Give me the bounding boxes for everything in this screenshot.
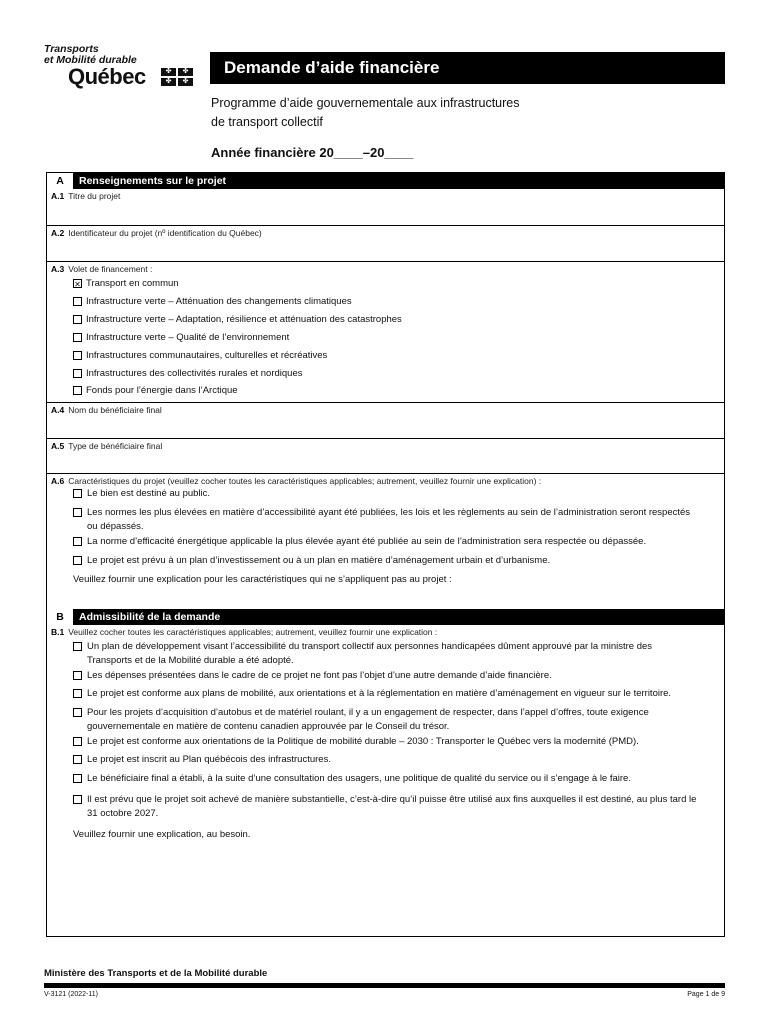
checkbox-option[interactable] xyxy=(73,487,703,501)
option-label: Fonds pour l’énergie dans l’Arctique xyxy=(86,385,238,396)
section-b-title: Admissibilité de la demande xyxy=(79,611,221,623)
logo-line3: Québec xyxy=(68,64,146,89)
field-a6 xyxy=(47,473,724,607)
checkbox-option[interactable] xyxy=(73,793,703,821)
option-label: Il est prévu que le projet soit achevé de manière substantielle, c’est-à-dire qu’il puisse être utilisé aux fins auxquelles il est destiné, au plus tard le 31 octobre 2027. xyxy=(87,794,697,819)
form-code: V-3121 (2022-11) xyxy=(44,991,98,998)
checkbox-option[interactable] xyxy=(73,331,289,345)
a6-num: A.6 xyxy=(51,476,65,486)
checkbox-option[interactable] xyxy=(73,535,713,549)
checkbox-icon[interactable] xyxy=(73,556,82,565)
subtitle-line2: de transport collectif xyxy=(211,115,323,129)
option-label: Le bénéficiaire final a établi, à la suite d’une consultation des usagers, une politique de qualité du service ou il s’engage à le faire. xyxy=(87,773,631,784)
checkbox-icon[interactable] xyxy=(73,755,82,764)
option-label: Le projet est prévu à un plan d’investissement ou à un plan en matière d’aménagement urbain et d’urbanisme. xyxy=(87,555,551,566)
checkbox-icon[interactable] xyxy=(73,642,82,651)
section-b-header xyxy=(47,609,724,625)
fleurdelise-icon: ✤ ✤ ✤ ✤ xyxy=(161,68,195,86)
checkbox-option[interactable] xyxy=(73,687,713,701)
checkbox-option[interactable] xyxy=(73,706,683,734)
checkbox-option[interactable] xyxy=(73,554,713,568)
a4-num: A.4 xyxy=(51,405,65,415)
form-subtitle xyxy=(211,94,631,132)
subtitle-line1: Programme d’aide gouvernementale aux infrastructures xyxy=(211,96,520,110)
a1-label: Titre du projet xyxy=(68,191,121,201)
a6-explain-label: Veuillez fournir une explication pour les caractéristiques qui ne s’appliquent pas au projet : xyxy=(73,574,452,585)
checkbox-icon[interactable] xyxy=(73,333,82,342)
checkbox-icon[interactable] xyxy=(73,537,82,546)
checkbox-icon[interactable] xyxy=(73,489,82,498)
a2-label: Identificateur du projet (nº identification du Québec) xyxy=(68,228,262,238)
checkbox-checked-icon[interactable]: ✕ xyxy=(74,280,81,289)
checkbox-icon[interactable] xyxy=(73,508,82,517)
field-a1[interactable] xyxy=(47,189,724,225)
checkbox-icon[interactable] xyxy=(73,369,82,378)
checkbox-icon[interactable] xyxy=(73,737,82,746)
a5-label: Type de bénéficiaire final xyxy=(68,441,163,451)
checkbox-option[interactable] xyxy=(73,753,713,767)
option-label: Infrastructure verte – Atténuation des changements climatiques xyxy=(86,296,352,307)
checkbox-option[interactable] xyxy=(73,735,713,749)
field-a3 xyxy=(47,261,724,402)
b1-explain-label: Veuillez fournir une explication, au besoin. xyxy=(73,829,251,840)
field-b1 xyxy=(47,625,724,937)
b1-num: B.1 xyxy=(51,627,65,637)
option-label: Infrastructure verte – Qualité de l’environnement xyxy=(86,332,290,343)
section-a-header xyxy=(47,173,724,189)
form-title: Demande d’aide financière xyxy=(210,52,725,84)
option-label: Les dépenses présentées dans le cadre de ce projet ne font pas l’objet d’une autre demande d’aide financière. xyxy=(87,670,552,681)
checkbox-option[interactable] xyxy=(73,313,402,327)
checkbox-option[interactable] xyxy=(73,640,693,668)
field-a4[interactable] xyxy=(47,402,724,438)
section-b-letter: B xyxy=(47,609,74,625)
checkbox-icon[interactable] xyxy=(73,708,82,717)
logo-line2: et Mobilité durable xyxy=(44,54,137,66)
a1-num: A.1 xyxy=(51,191,65,201)
option-label: Le bien est destiné au public. xyxy=(87,488,211,499)
a3-label: Volet de financement : xyxy=(68,264,153,274)
a3-num: A.3 xyxy=(51,264,65,274)
option-label: Infrastructure verte – Adaptation, résilience et atténuation des catastrophes xyxy=(86,314,402,325)
option-label: Le projet est conforme aux orientations de la Politique de mobilité durable – 2030 : Transporter le Québec vers la modernité (PMD). xyxy=(87,736,639,747)
option-label: Le projet est conforme aux plans de mobilité, aux orientations et à la réglementation en matière d’aménagement en vigueur sur le territoire. xyxy=(87,688,672,699)
checkbox-option[interactable] xyxy=(73,367,303,381)
option-label: Infrastructures communautaires, culturelles et récréatives xyxy=(86,350,328,361)
checkbox-option[interactable] xyxy=(73,772,713,786)
checkbox-icon[interactable] xyxy=(73,315,82,324)
checkbox-icon[interactable] xyxy=(73,774,82,783)
checkbox-icon[interactable] xyxy=(73,351,82,360)
option-label: Le projet est inscrit au Plan québécois des infrastructures. xyxy=(87,754,331,765)
a6-label: Caractéristiques du projet (veuillez cocher toutes les caractéristiques applicables; autrement, veuillez fournir une explication) : xyxy=(68,476,542,486)
checkbox-option[interactable] xyxy=(73,295,352,309)
checkbox-icon[interactable] xyxy=(73,689,82,698)
option-label: La norme d’efficacité énergétique applicable la plus élevée ayant été publiée au sein de l’administration sera respectée ou dépassée. xyxy=(87,536,647,547)
option-label: Un plan de développement visant l’accessibilité du transport collectif aux personnes handicapées dûment approuvé par la ministre des Transports et de la Mobilité durable a été adopté. xyxy=(87,641,653,666)
a4-label: Nom du bénéficiaire final xyxy=(68,405,162,415)
checkbox-icon[interactable] xyxy=(73,795,82,804)
checkbox-icon[interactable] xyxy=(73,386,82,395)
checkbox-option[interactable] xyxy=(73,506,703,534)
a5-num: A.5 xyxy=(51,441,65,451)
field-a2[interactable] xyxy=(47,225,724,261)
checkbox-icon[interactable] xyxy=(73,297,82,306)
checkbox-option[interactable] xyxy=(73,669,713,683)
section-a-title: Renseignements sur le projet xyxy=(79,175,227,187)
checkbox-transport-commun[interactable] xyxy=(73,277,179,291)
field-a5[interactable] xyxy=(47,438,724,473)
footer-divider xyxy=(44,983,725,988)
logo-line1: Transports xyxy=(44,43,99,55)
fiscal-year-field[interactable]: Année financière 20____–20____ xyxy=(211,145,414,160)
checkbox-option[interactable] xyxy=(73,349,327,363)
checkbox-icon[interactable] xyxy=(73,671,82,680)
form-body xyxy=(46,172,725,937)
option-label: Transport en commun xyxy=(86,278,179,289)
checkbox-option[interactable] xyxy=(73,384,238,398)
page-number: Page 1 de 9 xyxy=(687,991,725,998)
option-label: Les normes les plus élevées en matière d’accessibilité ayant été publiées, les lois et les règlements au sein de l’administration seront respectés ou dépassés. xyxy=(87,507,691,532)
b1-label: Veuillez cocher toutes les caractéristiques applicables; autrement, veuillez fournir une explication : xyxy=(68,627,438,637)
a2-num: A.2 xyxy=(51,228,65,238)
option-label: Infrastructures des collectivités rurales et nordiques xyxy=(86,368,303,379)
quebec-logo xyxy=(44,44,204,90)
option-label: Pour les projets d’acquisition d’autobus et de matériel roulant, il y a un engagement de respecter, dans l’appel d’offres, toute exigence gouvernementale en matière de contenu canadien approuvée par le Conseil du trésor. xyxy=(87,707,649,732)
footer-ministry: Ministère des Transports et de la Mobilité durable xyxy=(44,968,268,979)
section-a-letter: A xyxy=(47,173,74,189)
